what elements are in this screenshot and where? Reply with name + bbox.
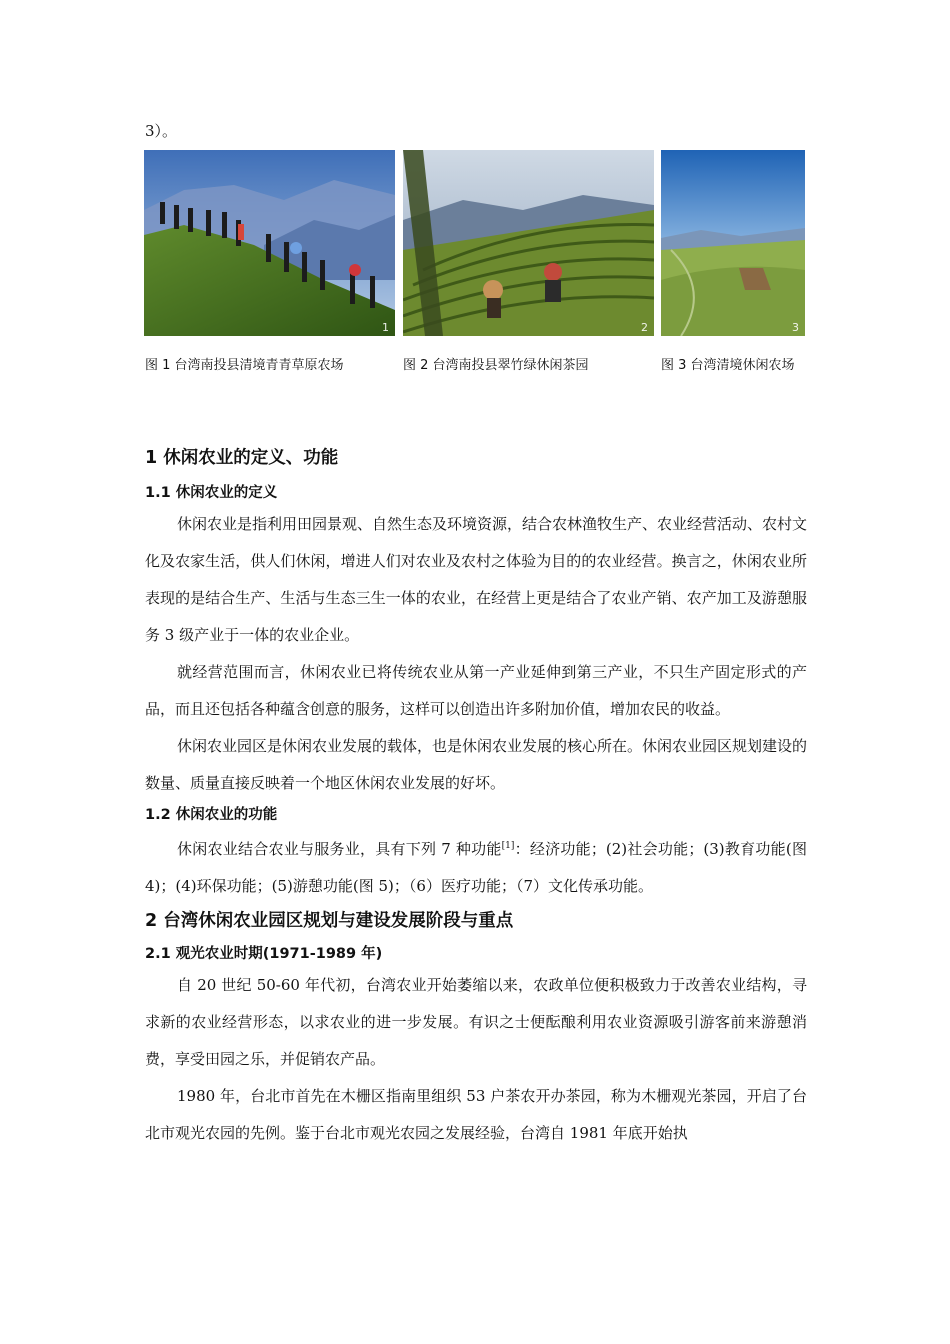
figure-1-number: 1: [382, 321, 389, 334]
figure-3-photo: [661, 150, 805, 336]
figure-3-caption: 图 3 台湾清境休闲农场: [661, 358, 795, 373]
figure-1-caption: 图 1 台湾南投县清境青青草原农场: [145, 358, 344, 373]
functions-text-end: ：经济功能；(2)社会功能；(3)教育功能(图 4)；(4)环保功能；(5)游憩功能(图 5)；（6）医疗功能；（7）文化传承功能。: [145, 840, 807, 895]
paragraph: 休闲农业是指利用田园景观、自然生态及环境资源，结合农林渔牧生产、农业经营活动、农村文化及农家生活，供人们休闲，增进人们对农业及农村之体验为目的的农业经营。换言之，休闲农业所表现的是结合生产、生活与生态三生一体的农业，在经营上更是结合了农业产销、农产加工及游憩服务 3 级产业于一体的农业企业。: [145, 515, 808, 644]
section-1-2-heading: 1.2 休闲农业的功能: [145, 807, 278, 823]
paragraph: 休闲农业园区是休闲农业发展的载体，也是休闲农业发展的核心所在。休闲农业园区规划建设的数量、质量直接反映着一个地区休闲农业发展的好坏。: [145, 737, 808, 792]
section-1-heading: 1 休闲农业的定义、功能: [145, 448, 339, 468]
functions-text-start: 休闲农业结合农业与服务业，具有下列 7 种功能: [177, 840, 502, 858]
paragraph: 就经营范围而言，休闲农业已将传统农业从第一产业延伸到第三产业，不只生产固定形式的产品，而且还包括各种蕴含创意的服务，这样可以创造出许多附加价值，增加农民的收益。: [145, 663, 807, 718]
paragraph: 自 20 世纪 50-60 年代初，台湾农业开始萎缩以来，农政单位便积极致力于改善农业结构，寻求新的农业经营形态，以求农业的进一步发展。有识之士便酝酿利用农业资源吸引游客前来游憩消费，享受田园之乐，并促销农产品。: [145, 976, 807, 1068]
section-2-1-heading: 2.1 观光农业时期(1971-1989 年): [145, 946, 383, 962]
citation: [1]: [501, 841, 515, 851]
figure-2-photo: [403, 150, 654, 336]
article-body: [145, 444, 807, 1152]
figure-1-photo: [144, 150, 395, 336]
section-2-heading: 2 台湾休闲农业园区规划与建设发展阶段与重点: [145, 911, 514, 931]
figure-3-number: 3: [792, 321, 799, 334]
lead-text: 3）。: [145, 122, 178, 140]
figure-2-number: 2: [641, 321, 648, 334]
paragraph: 1980 年，台北市首先在木栅区指南里组织 53 户茶农开办茶园，称为木栅观光茶园，开启了台北市观光农园的先例。鉴于台北市观光农园之发展经验，台湾自 1981 年底开始执: [145, 1087, 807, 1142]
figure-2-caption: 图 2 台湾南投县翠竹绿休闲茶园: [403, 358, 589, 373]
paragraph-functions: [145, 828, 807, 905]
section-1-1-heading: 1.1 休闲农业的定义: [145, 485, 278, 501]
